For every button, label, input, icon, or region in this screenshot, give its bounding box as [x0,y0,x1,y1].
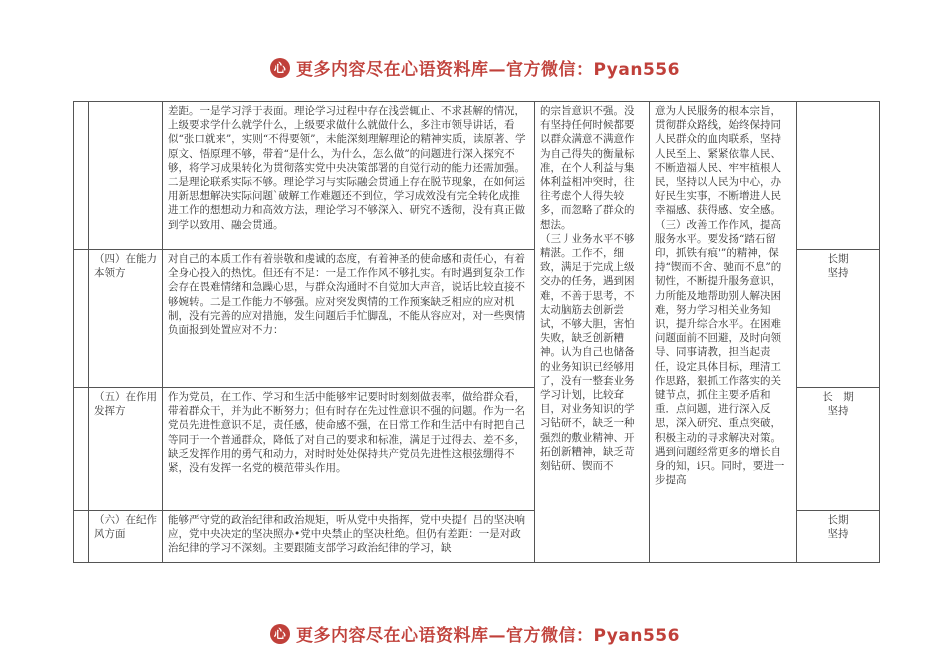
problem-cell: 对自己的本质工作有着崇敬和虔诚的态度，有着神圣的使命感和责任心，有着全身心投入的热忱。但还有不足：一是工作作风不够扎实。有时遇到复杂工作会存在畏难情绪和急躁心思，与群众沟通时不自觉加大声音，说话比较直接不够婉转。二是工作能力不够强。应对突发舆情的工作预案缺乏相应的应对机制，没有完善的应对措施，发生问题后手忙脚乱，不能从容应对，对一些舆情负面报到处置应对不力： [163,250,535,388]
watermark-text: 更多内容尽在心语资料库—官方微信：Pyan556 [296,60,680,80]
index-cell [74,511,89,563]
problem-cell: 差距。一是学习浮于表面。理论学习过程中存在浅尝辄止、不求甚解的情况，上级要求学什么就学什么，上级要求做什么就做什么，多注市领导讲话，看似“张口就来”，实则“不得要领”，未能深刻理解理论的精神实质，读原著、学原文、悟原理不够，带着“是什么，为什么，怎么做”的问题进行深入探究不够，将学习成果转化为贯彻落实党中央决策部署的自觉行动的能力还需加强。二是理论联系实际不够。理论学习与实际融会贯通上存在脱节现象，在如何运用新思想解决实际问题`破解工作难题还不到位，学习成效没有完全转化成推进工作的想想动力和高效方法，理论学习不够深入、研究不透彻，没有真正做到学以致用、融会贯通。 [163,102,535,250]
watermark-logo: 心 [270,624,290,644]
problem-cell: 作为党员，在工作、学习和生活中能够牢记要时时刻刻做表率，做给群众看，带着群众干，并为此不断努力；但有时存在先过性意识不强的问题。作为一名党员先进性意识不足，责任感，使命感不强，在日常工作和生活中有时把自己等同于一个普通群众，降低了对自己的要求和标准，满足于过得去、差不多，缺乏发挥作用的勇气和动力，对时时处处保持共产党员先进性这根弦绷得不紧，没有发挥一名党的模范带头作用。 [163,388,535,511]
rectification-table [73,101,880,563]
watermark-logo: 心 [270,58,290,78]
cause-cell: 的宗旨意识不强。没有坚持任何时候都要以群众满意不满意作为自己得失的衡量标准，在个人利益与集体利益相冲突时，往往考虑个人得失较多，而忽略了群众的想法。 （三丿业务水平不够精湛。工作不，细致，满足于完成上级交办的任务，遇到困难，不善于思考，不太动脑筋去创新尝试，不够大胆，害怕失败，缺乏创新糟神。认为自己也储备的业务知识已经够用了，没有一整套业务学习计划，比较耷目，对业务知识的学习钻研不，缺乏一种强烈的敷业精神、开拓创新糟神，缺乏苛刻钻研、锲而不 [535,102,650,563]
problem-cell: 能够严守党的政治纪律和政治规矩，听从党中央指挥，党中央提亻吕的坚决响应，党中央决定的坚决照办•党中央禁止的坚决杜绝。但仍有差距：一是对政治纪律的学习不深刻。主要跟随支部学习政治纪律的学习，缺 [163,511,535,563]
measure-cell: 意为人民服务的根本宗旨，贯彻群众路线，始终保持同人民群众的血肉联系，坚持人民至上、紧紧依靠人民、不断造福人民、牢牢植根人民，坚持以人民为中心，办好民生实事，不断增进人民幸福感、获得感、安全感。 （三）改善工作作风，提高服务水平。要发扬“踏石留印，抓铁有痕'”的精神，保持“锲而不舍、驰而不息”的韧性，不断提升服务意识，力所能及地帮助别人解决困难，努力学习相关业务知识，提升综合水平。在困难问题面前不回避，及时向领导、同事请教，担当起责任，设定具体目标，理清工作思路，狠抓工作落实的关键节点，抓住主要矛盾和重．点问题，进行深入反思，深入研究、重点突破，积极主动的寻求解决对策。遇到问题经常更多的增长自身的知，i只。同时，要进一步提高 [650,102,797,563]
index-cell [74,102,89,250]
index-cell [74,388,89,511]
category-cell: （四）在能力本领方 [89,250,163,388]
term-cell [797,102,880,250]
watermark-bottom [0,621,950,646]
watermark-top [0,55,950,80]
index-cell [74,250,89,388]
category-cell: （六）在纪作风方面 [89,511,163,563]
term-cell: 长 期 坚持 [797,388,880,511]
table-row [74,102,880,250]
category-cell: （五）在作用发挥方 [89,388,163,511]
term-cell: 长期 坚持 [797,250,880,388]
category-cell [89,102,163,250]
watermark-text: 更多内容尽在心语资料库—官方微信：Pyan556 [296,626,680,646]
term-cell: 长期 坚持 [797,511,880,563]
